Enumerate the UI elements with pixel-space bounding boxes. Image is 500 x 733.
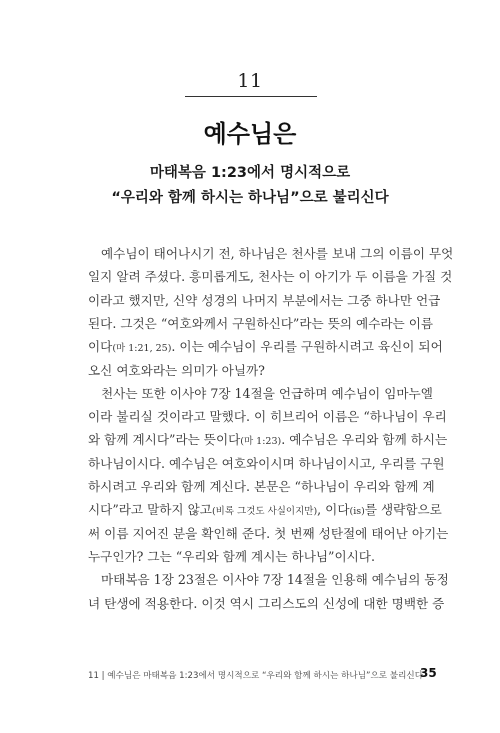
- body-segment: 를 생략함으로: [364, 502, 442, 518]
- body-line: [88, 429, 448, 448]
- chapter-rule: [185, 96, 317, 97]
- body-line: 써 이름 지어진 분을 확인해 준다. 첫 번째 성탄절에 태어난 아기는: [88, 525, 449, 541]
- body-segment: 시다”라고 말하지 않고: [88, 502, 212, 518]
- page-number: 35: [420, 666, 437, 680]
- body-line: 일지 알려 주셨다. 흥미롭게도, 천사는 이 아기가 두 이름을 가질 것: [88, 269, 453, 285]
- body-line: 하시려고 우리와 함께 계신다. 본문은 “하나님이 우리와 함께 계: [88, 479, 435, 494]
- body-segment: . 이는 예수님이 우리를 구원하시려고 육신이 되어: [171, 339, 443, 355]
- body-line: 예수님이 태어나시기 전, 하나님은 천사를 보내 그의 이름이 무엇: [101, 246, 454, 261]
- body-line: 누구인가? 그는 “우리와 함께 계시는 하나님”이시다.: [88, 548, 375, 564]
- chapter-title: 예수님은: [203, 120, 297, 148]
- body-line: 녀 탄생에 적용한다. 이것 역시 그리스도의 신성에 대한 명백한 증: [88, 595, 445, 611]
- chapter-number: 11: [237, 70, 263, 92]
- body-segment: . 예수님은 우리와 함께 하시는: [281, 432, 448, 448]
- citation-text: (is): [349, 506, 365, 518]
- body-line: 하나님이시다. 예수님은 여호와이시며 하나님이시고, 우리를 구원: [88, 455, 445, 471]
- body-segment: , 이다: [317, 502, 350, 518]
- citation-text: (마 1:23): [240, 436, 282, 448]
- body-line: 된다. 그것은 “여호와께서 구원하신다”라는 뜻의 예수라는 이름: [88, 315, 434, 331]
- citation-text: (마 1:21, 25): [112, 343, 172, 355]
- body-line: [88, 336, 443, 355]
- body-line: [88, 499, 442, 518]
- chapter-subtitle-line1: 마태복음 1:23에서 명시적으로: [149, 165, 351, 181]
- running-footer: 11 | 예수님은 마태복음 1:23에서 명시적으로 “우리와 함께 하시는 하나님”으로 불리신다: [88, 671, 424, 681]
- chapter-subtitle-line2: “우리와 함께 하시는 하나님”으로 불리신다: [111, 190, 389, 206]
- body-line: 마태복음 1장 23절은 이사야 7장 14절을 인용해 예수님의 동정: [101, 572, 449, 588]
- body-segment: 이다: [88, 339, 113, 355]
- citation-text: (비록 그것도 사실이지만): [211, 506, 318, 518]
- body-line: 이라고 했지만, 신약 성경의 나머지 부분에서는 그중 하나만 언급: [88, 292, 441, 308]
- body-segment: 와 함께 계시다”라는 뜻이다: [88, 432, 241, 448]
- body-line: 천사는 또한 이사야 7장 14절을 언급하며 예수님이 임마누엘: [101, 385, 433, 401]
- body-line: 이라 불리실 것이라고 말했다. 이 히브리어 이름은 “하나님이 우리: [88, 409, 447, 425]
- body-line: 오신 여호와라는 의미가 아닐까?: [88, 362, 265, 378]
